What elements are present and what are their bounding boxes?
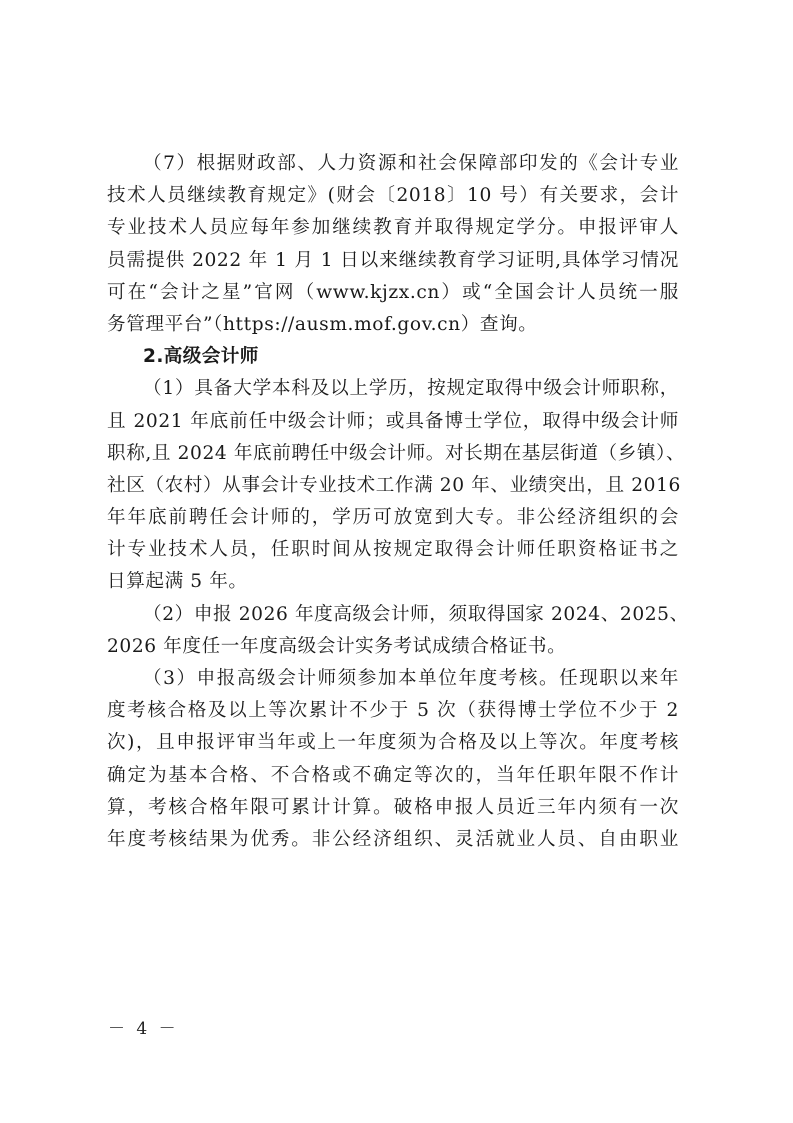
paragraph-line: 次)，且申报评审当年或上一年度须为合格及以上等次。年度考核 <box>107 732 679 754</box>
section-heading: 2.高级会计师 <box>143 346 259 368</box>
paragraph-line: 且 2021 年底前任中级会计师；或具备博士学位，取得中级会计师 <box>107 410 679 432</box>
paragraph-line: 年度考核结果为优秀。非公经济组织、灵活就业人员、自由职业 <box>107 828 679 850</box>
paragraph-line: 年年底前聘任会计师的，学历可放宽到大专。非公经济组织的会 <box>107 507 679 529</box>
paragraph-line: （3）申报高级会计师须参加本单位年度考核。任现职以来年 <box>143 668 679 689</box>
paragraph-line: 确定为基本合格、不合格或不确定等次的，当年任职年限不作计 <box>107 764 679 786</box>
paragraph-line: （7）根据财政部、人力资源和社会保障部印发的《会计专业 <box>143 153 679 174</box>
paragraph-line: 2026 年度任一年度高级会计实务考试成绩合格证书。 <box>107 635 567 657</box>
paragraph-line: 技术人员继续教育规定》(财会〔2018〕10 号）有关要求，会计 <box>107 185 679 207</box>
paragraph-line: （1）具备大学本科及以上学历，按规定取得中级会计师职称， <box>143 378 679 400</box>
paragraph-line: 员需提供 2022 年 1 月 1 日以来继续教育学习证明,具体学习情况 <box>107 249 679 271</box>
body-text <box>107 148 689 856</box>
paragraph-line: 算，考核合格年限可累计计算。破格申报人员近三年内须有一次 <box>107 796 679 818</box>
paragraph-line: 日算起满 5 年。 <box>107 571 248 593</box>
paragraph-line: 度考核合格及以上等次累计不少于 5 次（获得博士学位不少于 2 <box>107 700 679 722</box>
paragraph-line: 务管理平台”（https://ausm.mof.gov.cn）查询。 <box>107 313 538 335</box>
paragraph-line: 社区（农村）从事会计专业技术工作满 20 年、业绩突出，且 2016 <box>107 474 681 496</box>
paragraph-line: 可在“会计之星”官网（www.kjzx.cn）或“全国会计人员统一服 <box>107 281 679 303</box>
paragraph-line: （2）申报 2026 年度高级会计师，须取得国家 2024、2025、 <box>143 603 689 625</box>
paragraph-line: 职称,且 2024 年底前聘任中级会计师。对长期在基层街道（乡镇）、 <box>107 442 686 464</box>
paragraph-line: 专业技术人员应每年参加继续教育并取得规定学分。申报评审人 <box>107 217 679 239</box>
page-number: － 4 － <box>108 1019 179 1039</box>
paragraph-line: 计专业技术人员，任职时间从按规定取得会计师任职资格证书之 <box>107 539 679 561</box>
